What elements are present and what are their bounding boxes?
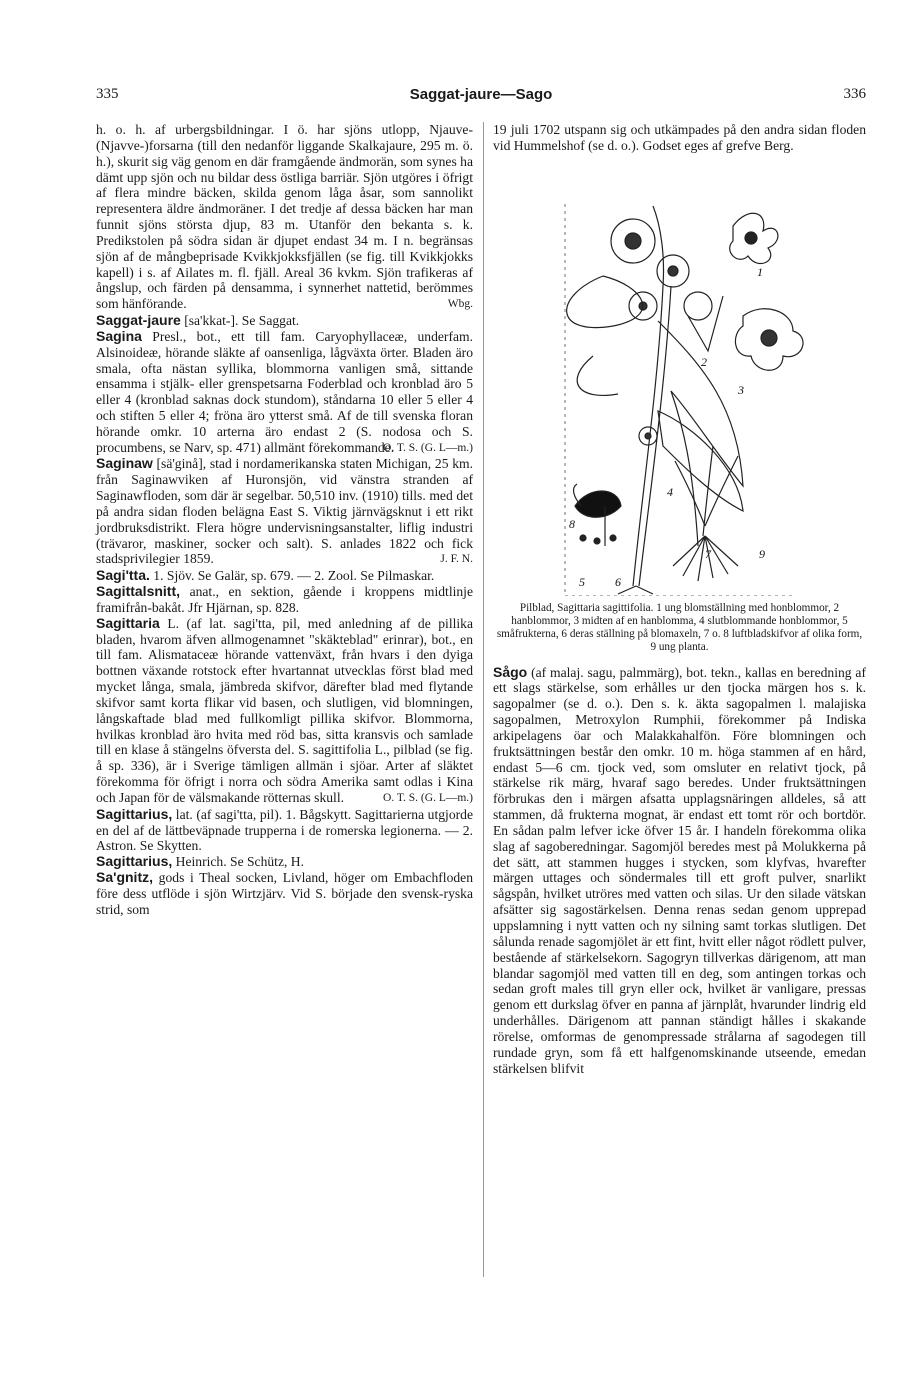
entry-sagitta: Sagi'tta. 1. Sjöv. Se Galär, sp. 679. — 2. Zool. Se Pilmaskar. <box>96 567 435 584</box>
headword: Saggat-jaure <box>96 311 181 328</box>
left-column <box>96 122 473 918</box>
headword: Sagittalsnitt, <box>96 583 181 599</box>
headword: Sagittaria <box>96 614 160 631</box>
sagittaria-drawing <box>493 166 866 596</box>
figure-label: 1 <box>757 264 763 279</box>
page-header <box>96 86 866 110</box>
page-number-right: 336 <box>843 86 866 102</box>
entry-saggat-jaure: Saggat-jaure [sa'kkat-]. Se Saggat. <box>96 311 300 328</box>
figure-label: 6 <box>615 574 621 589</box>
headword: Sagittarius, <box>96 853 173 870</box>
page-number-left: 335 <box>96 86 119 102</box>
headword: Sa'gnitz, <box>96 869 153 886</box>
figure-label: 7 <box>705 546 711 561</box>
signature: J. F. N. <box>440 553 473 566</box>
figure-label: 3 <box>738 382 744 397</box>
right-column <box>493 122 866 1076</box>
signature: O. T. S. (G. L—m.) <box>383 791 473 804</box>
figure-label: 8 <box>569 516 575 531</box>
signature: O. T. S. (G. L—m.) <box>383 441 473 454</box>
figure-label: 2 <box>701 354 707 369</box>
figure-label: 5 <box>579 574 585 589</box>
entry-sagittarius-1: Sagittarius, lat. (af sagi'tta, pil). 1. Bågskytt. Sagittarierna utgjorde en del af de lättbeväpnade trupperna i de romerska legionerna. — 2. Astron. Se Skytten. <box>96 805 473 854</box>
botanical-illustration <box>493 166 866 596</box>
headword: Sagi'tta. <box>96 567 150 584</box>
headword: Sagittarius, <box>96 805 173 822</box>
entry-saginaw: Saginaw [sä'ginå], stad i nordamerikanska staten Michigan, 25 km. från Saginawviken af Huronsjön, vid vänstra stranden af Saginawfloden, som där är segelbar. 50,510 inv. (1910) tills. med det på andra sidan floden belägna East S. Viktig järnvägsknut i ett rikt jordbruksdistrikt. Flera högre undervisningsanstalter, liflig industri (trävaror, maskiner, socker och salt). S. anlades 1822 och fick stadsprivilegier 1859. <box>96 455 473 567</box>
figure-caption: Pilblad, Sagittaria sagittifolia. 1 ung blomställning med honblommor, 2 hanblommor, 3 midten af en hanblomma, 4 slutblommande honblommor, 5 småfrukterna, 6 deras ställning på blomaxeln, 7 o. 8 luftbladskifvor af olika form, 9 ung planta. <box>496 601 863 654</box>
headword: Sagina <box>96 327 142 344</box>
entry-sagittalsnitt: Sagittalsnitt, anat., en sektion, gående i kroppens midtlinje framifrån-bakåt. Jfr Hjärnan, sp. 828. <box>96 583 473 615</box>
entry-sagnitz: Sa'gnitz, gods i Theal socken, Livland, höger om Embachfloden före dess utflöde i sjön Wirtzjärv. Vid S. började den svensk-ryska strid, som <box>96 869 473 917</box>
figure-label: 9 <box>759 546 765 561</box>
entry-sagittarius-2: Sagittarius, Heinrich. Se Schütz, H. <box>96 853 305 870</box>
entry-sago: Sågo (af malaj. sagu, palmmärg), bot. tekn., kallas en beredning af ett slags stärkelse, som erhålles ur den tjocka märgen hos s. k. sagopalmer (se d. o.). Den s. k. äkta sagopalmen l. malajiska sagopalmen, Metroxylon Rumphii, förekommer på Indiska arkipelagens öar och Malakkahalfön. Före blomningen och fruktsättningen består den omkr. 10 m. höga stammen af en hård, endast 5—6 cm. tjock ved, som omsluter en relativt tjock, på stärkelse rik märg, hvaraf sago beredes. Under fruktsättningen förbrukas den i märgen afsatta upplagsnäringen alldeles, så att stammen, då frukterna mognat, är endast ett tomt rör och bortdör. En sådan palm lefver icke öfver 15 år. I handeln förekomma olika slag af sagoberedningar. Sagomjöl beredes mest på Molukkerna på det sätt, att stammen hugges i stycken, som klyfvas, hvarefter märgen uttages och söndermales till ett groft pulver, snarlikt sågspån, hvilket utröres med vatten och silas. Ur den silade vätskan afsätter sig sagostärkelsen. Denna renas sedan genom upprepad uppslamning i nytt vatten och ny silning samt torkas slutligen. Det sålunda renade sagomjölet är ett fint, hvitt eller något rödlett pulver, bestående af stärkelsekorn. Sagogryn tillverkas därigenom, att man blandar sagomjöl med vatten till en deg, som antingen torkas och sedan groft males till gryn eller ock, hvilket är vanligare, pressas genom ett durkslag öfver en panna af järnplåt, hvarunder lindrig eld underhålles. Därigenom att pannan ständigt hålles i skakande rörelse, omformas de genompressade strålarna af sagodegen till rundade gryn, som få ett halfgenomskinande utseende, emedan stärkelsen blifvit <box>493 663 866 1076</box>
entry-saggat-continued: h. o. h. af urbergsbildningar. I ö. har sjöns utlopp, Njauve- (Njavve-)forsarna (till den nedanför liggande Skalkajaure, 295 m. ö. h.), skurit sig väg genom en där framgående ändmorän, som synes ha dämt upp sjön och nu bildar dess östliga barriär. Sjön utgöres i öfrigt af flera mindre bäcken, skilda genom låga åsar, som sannolikt representera äldre ändmoräner. I det tredje af dessa bäcken har man funnit sjöns största djup, 83 m. Utanför den bekanta s. k. Predikstolen på södra sidan är djupet endast 34 m. I n. begränsas sjön af de mångbeprisade Kvikkjokksfjällen (se fig. till Kvikkjokks kapell) i s. af Ailates m. fl. fjäll. Areal 36 kvkm. Sjön trafikeras af ångslup, och färden på densamma, i synnerhet nattetid, berömmes som hänförande. <box>96 122 473 312</box>
entry-sagittaria: Sagittaria L. (af lat. sagi'tta, pil, med anledning af de pillika bladen, hvarom äfven allmogenamnet "skäkteblad" erinrar), bot., en till fam. Alismataceæ hörande vattenväxt, från hvars i den dyiga bottnen växande rotstock efter hvartannat utvecklas först blad med mycket långa, smala, jämbreda skifvor, därefter blad med flytande skifvor samt korta flikar vid basen, och slutligen, vid blomningen, långskaftade blad med fullkomligt pillika skifvor. Blommorna, hvilkas kronblad äro hvita med röd bas, sitta kransvis och samlade till en klase å stängelns öfversta del. S. sagittifolia L., pilblad (se fig. å sp. 336), är i Sverige tämligen allmän i sjöar. Arter af släktet förekomma för öfrigt i norra och södra Amerika samt odlas i Kina och Japan för de välsmakande rötternas skull. <box>96 614 473 805</box>
column-divider <box>483 122 484 1277</box>
entry-sagina: Sagina Presl., bot., ett till fam. Caryophyllaceæ, underfam. Alsinoideæ, hörande släkte af oansenliga, lågväxta örter. Bladen äro smala, ofta nästan syllika, blommorna vanligen små, sittande ensamma i stjälk- eller grenspetsarna Foderblad och kronblad äro 5 eller 4 (kronblad saknas dock stundom), ståndarna 10 eller 5 eller 4 och stiften 5 eller 4; fröna äro ytterst små. Af de till svenska floran hörande omkr. 10 arterna äro endast 2 (S. nodosa och S. procumbens, se Narv, sp. 471) allmänt förekommande. <box>96 327 473 455</box>
headword: Sågo <box>493 663 528 680</box>
headword: Saginaw <box>96 455 153 472</box>
signature: Wbg. <box>447 298 473 311</box>
figure-label: 4 <box>667 484 673 499</box>
entry-sagnitz-continued: 19 juli 1702 utspann sig och utkämpades på den andra sidan floden vid Hummelshof (se d. o.). Godset eges af grefve Berg. <box>493 122 866 153</box>
running-head: Saggat-jaure—Sago <box>409 86 553 103</box>
